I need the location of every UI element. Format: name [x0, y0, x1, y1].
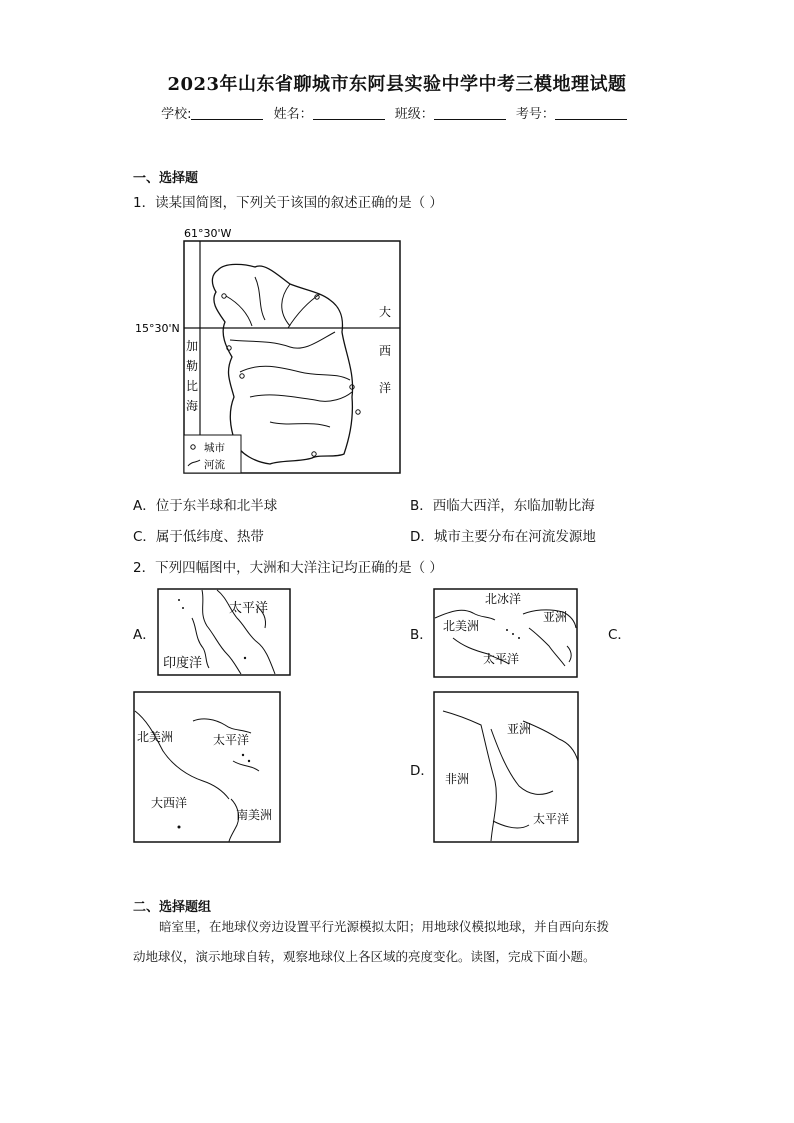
map-d-pacific-label: 太平洋: [533, 812, 570, 826]
school-blank[interactable]: [191, 107, 263, 120]
map-a-indian-label: 印度洋: [163, 656, 203, 671]
student-info-line: [0, 103, 794, 122]
map-d-africa-label: 非洲: [445, 772, 470, 786]
city-marker: [356, 410, 360, 414]
section-group-heading: 二、选择题组: [133, 900, 212, 915]
atlantic-char: 洋: [379, 381, 392, 395]
page-title: 2023年山东省聊城市东阿县实验中学中考三模地理试题: [167, 74, 627, 95]
passage-line-1: 暗室里，在地球仪旁边设置平行光源模拟太阳；用地球仪模拟地球，并自西向东拨: [159, 919, 610, 934]
map-c-pacific-label: 太平洋: [213, 733, 250, 747]
map-b-pacific-label: 太平洋: [483, 652, 520, 666]
caribbean-char: 勒: [186, 359, 199, 373]
city-marker: [222, 294, 226, 298]
river: [250, 392, 352, 401]
caribbean-char: 海: [186, 399, 199, 413]
question-1-map: [130, 222, 420, 477]
map-a-pacific-label: 太平洋: [229, 601, 269, 616]
island-outline: [212, 264, 352, 464]
map-c-south-america-label: 南美洲: [236, 808, 273, 822]
q1-option-d[interactable]: D．城市主要分布在河流发源地: [410, 529, 596, 545]
river: [226, 296, 252, 326]
map-option-d: [433, 691, 579, 843]
name-label: 姓名：: [273, 107, 313, 122]
q2-option-d-label[interactable]: D．: [410, 763, 434, 779]
passage-line-2: 动地球仪，演示地球自转，观察地球仪上各区域的亮度变化。读图，完成下面小题。: [133, 949, 596, 964]
question-1-stem: 1．读某国简图，下列关于该国的叙述正确的是（ ）: [133, 195, 443, 211]
q1-option-a[interactable]: A．位于东半球和北半球: [133, 498, 278, 514]
longitude-label: 61°30'W: [184, 227, 232, 240]
q2-option-b-label[interactable]: B．: [410, 627, 433, 643]
river: [282, 284, 290, 326]
latitude-label: 15°30'N: [135, 322, 180, 335]
map-d-asia-label: 亚洲: [507, 722, 532, 736]
section-choice-heading: 一、选择题: [133, 171, 199, 186]
legend-river-label: 河流: [204, 459, 225, 471]
q1-option-b[interactable]: B．西临大西洋，东临加勒比海: [410, 498, 595, 514]
question-2-stem: 2．下列四幅图中，大洲和大洋注记均正确的是（ ）: [133, 560, 443, 576]
river: [288, 294, 320, 328]
name-blank[interactable]: [313, 107, 385, 120]
class-blank[interactable]: [434, 107, 506, 120]
map-option-a: [157, 588, 291, 676]
passage: [133, 912, 673, 972]
city-marker: [312, 452, 316, 456]
q2-option-c-label[interactable]: C．: [608, 627, 631, 643]
map-option-b: [433, 588, 578, 678]
river: [255, 277, 265, 320]
q2-option-a-label[interactable]: A．: [133, 627, 156, 643]
map-option-c: [133, 691, 281, 843]
river: [240, 366, 350, 380]
q1-option-c[interactable]: C．属于低纬度、热带: [133, 529, 264, 545]
map-c-atlantic-label: 大西洋: [151, 796, 188, 810]
exam-no-label: 考号：: [515, 107, 555, 122]
map-b-arctic-label: 北冰洋: [485, 592, 522, 606]
atlantic-char: 大: [379, 305, 392, 319]
river: [270, 422, 330, 427]
map-c-north-america-label: 北美洲: [137, 730, 174, 744]
river: [230, 332, 335, 348]
caribbean-char: 比: [186, 379, 199, 393]
legend-city-label: 城市: [204, 442, 225, 454]
map-b-asia-label: 亚洲: [543, 610, 568, 624]
class-label: 班级：: [394, 107, 434, 122]
map-b-north-america-label: 北美洲: [443, 619, 480, 633]
atlantic-char: 西: [379, 344, 392, 358]
caribbean-char: 加: [186, 339, 199, 353]
city-marker: [240, 374, 244, 378]
exam-no-blank[interactable]: [555, 107, 627, 120]
school-label: 学校:: [161, 107, 192, 122]
